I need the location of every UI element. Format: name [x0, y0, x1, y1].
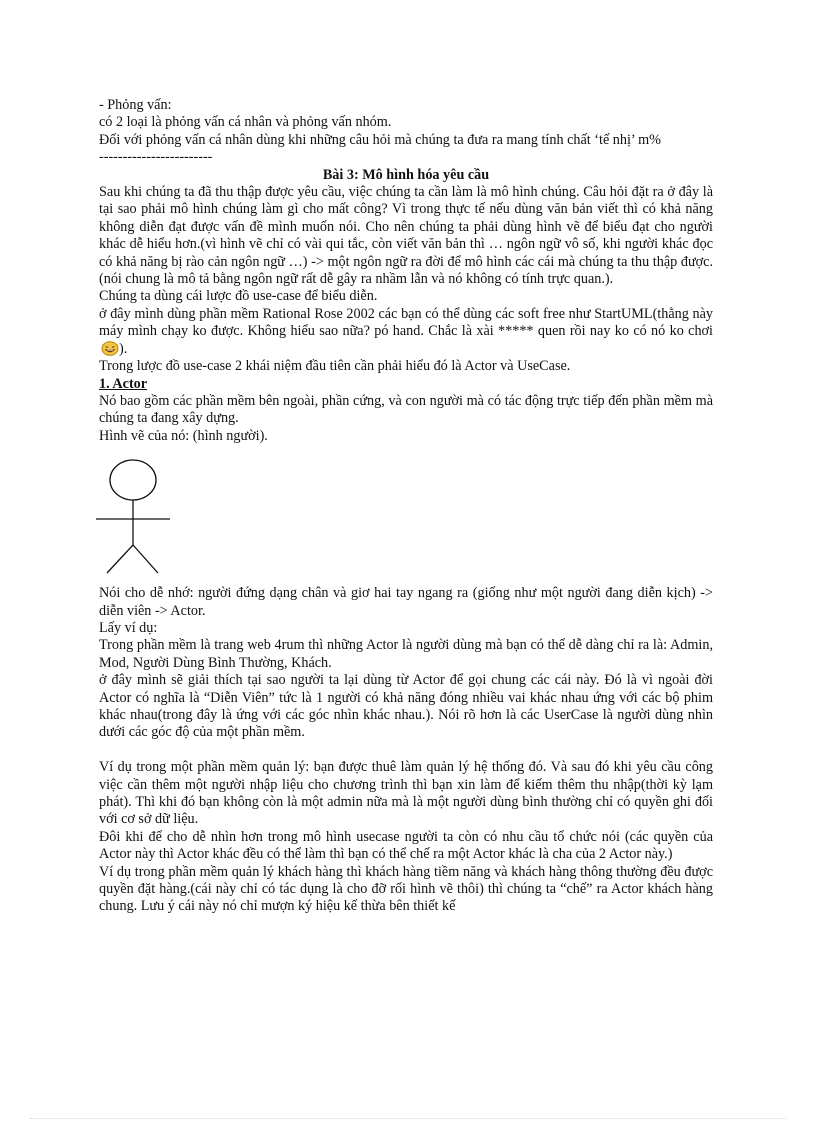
actor-definition: Nó bao gồm các phần mềm bên ngoài, phần cứng, và con người mà có tác động trực tiếp đến phần mềm mà chúng ta đang xây dựng.	[99, 392, 713, 427]
actor-figure-caption: Hình vẽ của nó: (hình người).	[99, 427, 268, 444]
forum-example: Trong phần mềm là trang web 4rum thì những Actor là người dùng mà bạn có thể dễ dàng chỉ ra là: Admin, Mod, Người Dùng Bình Thường, Khách.	[99, 637, 713, 671]
intro-paragraph: Sau khi chúng ta đã thu thập được yêu cầu, việc chúng ta cần làm là mô hình chúng. Câu hỏi đặt ra ở đây là tại sao phải mô hình chúng làm gì cho mất công? Vì trong thực tế nếu dùng văn bản viết thì có khả năng không diễn đạt được vấn đề mình muốn nói. Cho nên chúng ta phải dùng hình vẽ để biểu đạt cho người khác dễ hiểu hơn.(vì hình vẽ chỉ có vài qui tắc, còn viết văn bản thì … ngôn ngữ vô số, khi người khác đọc có khả năng bị rào cản ngôn ngữ …) -> một ngôn ngữ ra đời để mô hình các cái mà chúng ta thu thập được.(nói chung là mô tả bằng ngôn ngữ rất dễ gây ra nhầm lẫn và nó không có tính trực quan.).	[99, 184, 713, 288]
actor-explanation: ở đây mình sẽ giải thích tại sao người ta lại dùng từ Actor để gọi chung các cái này. Đó là vì ngoài đời Actor có nghĩa là “Diễn Viên” tức là 1 người có khả năng đóng nhiều vai khác nhau ứng với các bộ phim khác nhau(trong đây là ứng với các góc nhìn khác nhau.). Nói rõ hơn là các UserCase là người dùng nhìn dưới các góc độ của một phần mềm.	[99, 672, 713, 741]
separator-line: ------------------------	[99, 149, 213, 166]
laughing-emoji-icon	[101, 341, 119, 356]
software-paragraph	[99, 306, 713, 358]
actor-figure	[99, 445, 713, 585]
organization-paragraph: Đôi khi để cho dễ nhìn hơn trong mô hình usecase người ta còn có nhu cầu tổ chức nói (các quyền của Actor này thì Actor khác đều có thể làm thì bạn có thể chế ra một Actor khác là cha của 2 Actor này.)	[99, 828, 713, 863]
section-heading-actor: 1. Actor	[99, 375, 148, 392]
mnemonic-paragraph: Nói cho dễ nhớ: người đứng dạng chân và giơ hai tay ngang ra (giống như một người đang diễn kịch) -> diễn viên -> Actor.	[99, 585, 713, 619]
stick-figure-icon	[96, 445, 186, 580]
customer-example: Ví dụ trong phần mềm quản lý khách hàng thì khách hàng tiềm năng và khách hàng thông thường đều được quyền đặt hàng.(cái này chỉ có tác dụng là cho đỡ rối hình vẽ thôi) thì chúng ta “chế” ra Actor khách hàng chung. Lưu ý cái này nó chỉ mượn ký hiệu kế thừa bên thiết kế	[99, 863, 713, 915]
interview-types: có 2 loại là phỏng vấn cá nhân và phỏng vấn nhóm.	[99, 114, 392, 131]
example-label: Lấy ví dụ:	[99, 619, 158, 636]
interview-label: - Phỏng vấn:	[99, 97, 172, 113]
usecase-sentence: Chúng ta dùng cái lược đồ use-case để biểu diễn.	[99, 288, 378, 305]
lesson-title: Bài 3: Mô hình hóa yêu cầu	[322, 166, 490, 183]
software-text: ở đây mình dùng phần mềm Rational Rose 2002 các bạn có thể dùng các soft free như StartUML(thằng này máy mình chạy ko được. Không hiểu sao nữa? pó hand. Chắc là xài ***** quen rồi nay ko có nó ko chơi	[99, 305, 713, 340]
page-bottom-border	[30, 1118, 786, 1119]
interview-note: Đối với phỏng vấn cá nhân dùng khi những câu hỏi mà chúng ta đưa ra mang tính chất ‘tế nhị’ m%	[99, 131, 661, 148]
concepts-sentence: Trong lược đồ use-case 2 khái niệm đầu tiên cần phải hiểu đó là Actor và UseCase.	[99, 358, 571, 375]
management-example: Ví dụ trong một phần mềm quản lý: bạn được thuê làm quản lý hệ thống đó. Và sau đó khi yêu cầu công việc cần thêm một người nhập liệu cho chương trình thì bạn xin làm để kiếm thêm thu nhập(thời kỳ lạm phát). Thì khi đó bạn không còn là một admin nữa mà là một người dùng bình thường chỉ có quyền ghi đối với cơ sở dữ liệu.	[99, 759, 713, 828]
section-heading-row	[99, 376, 713, 393]
blank-line	[99, 742, 713, 759]
document-body	[99, 97, 713, 916]
software-text-end: ).	[119, 340, 128, 357]
